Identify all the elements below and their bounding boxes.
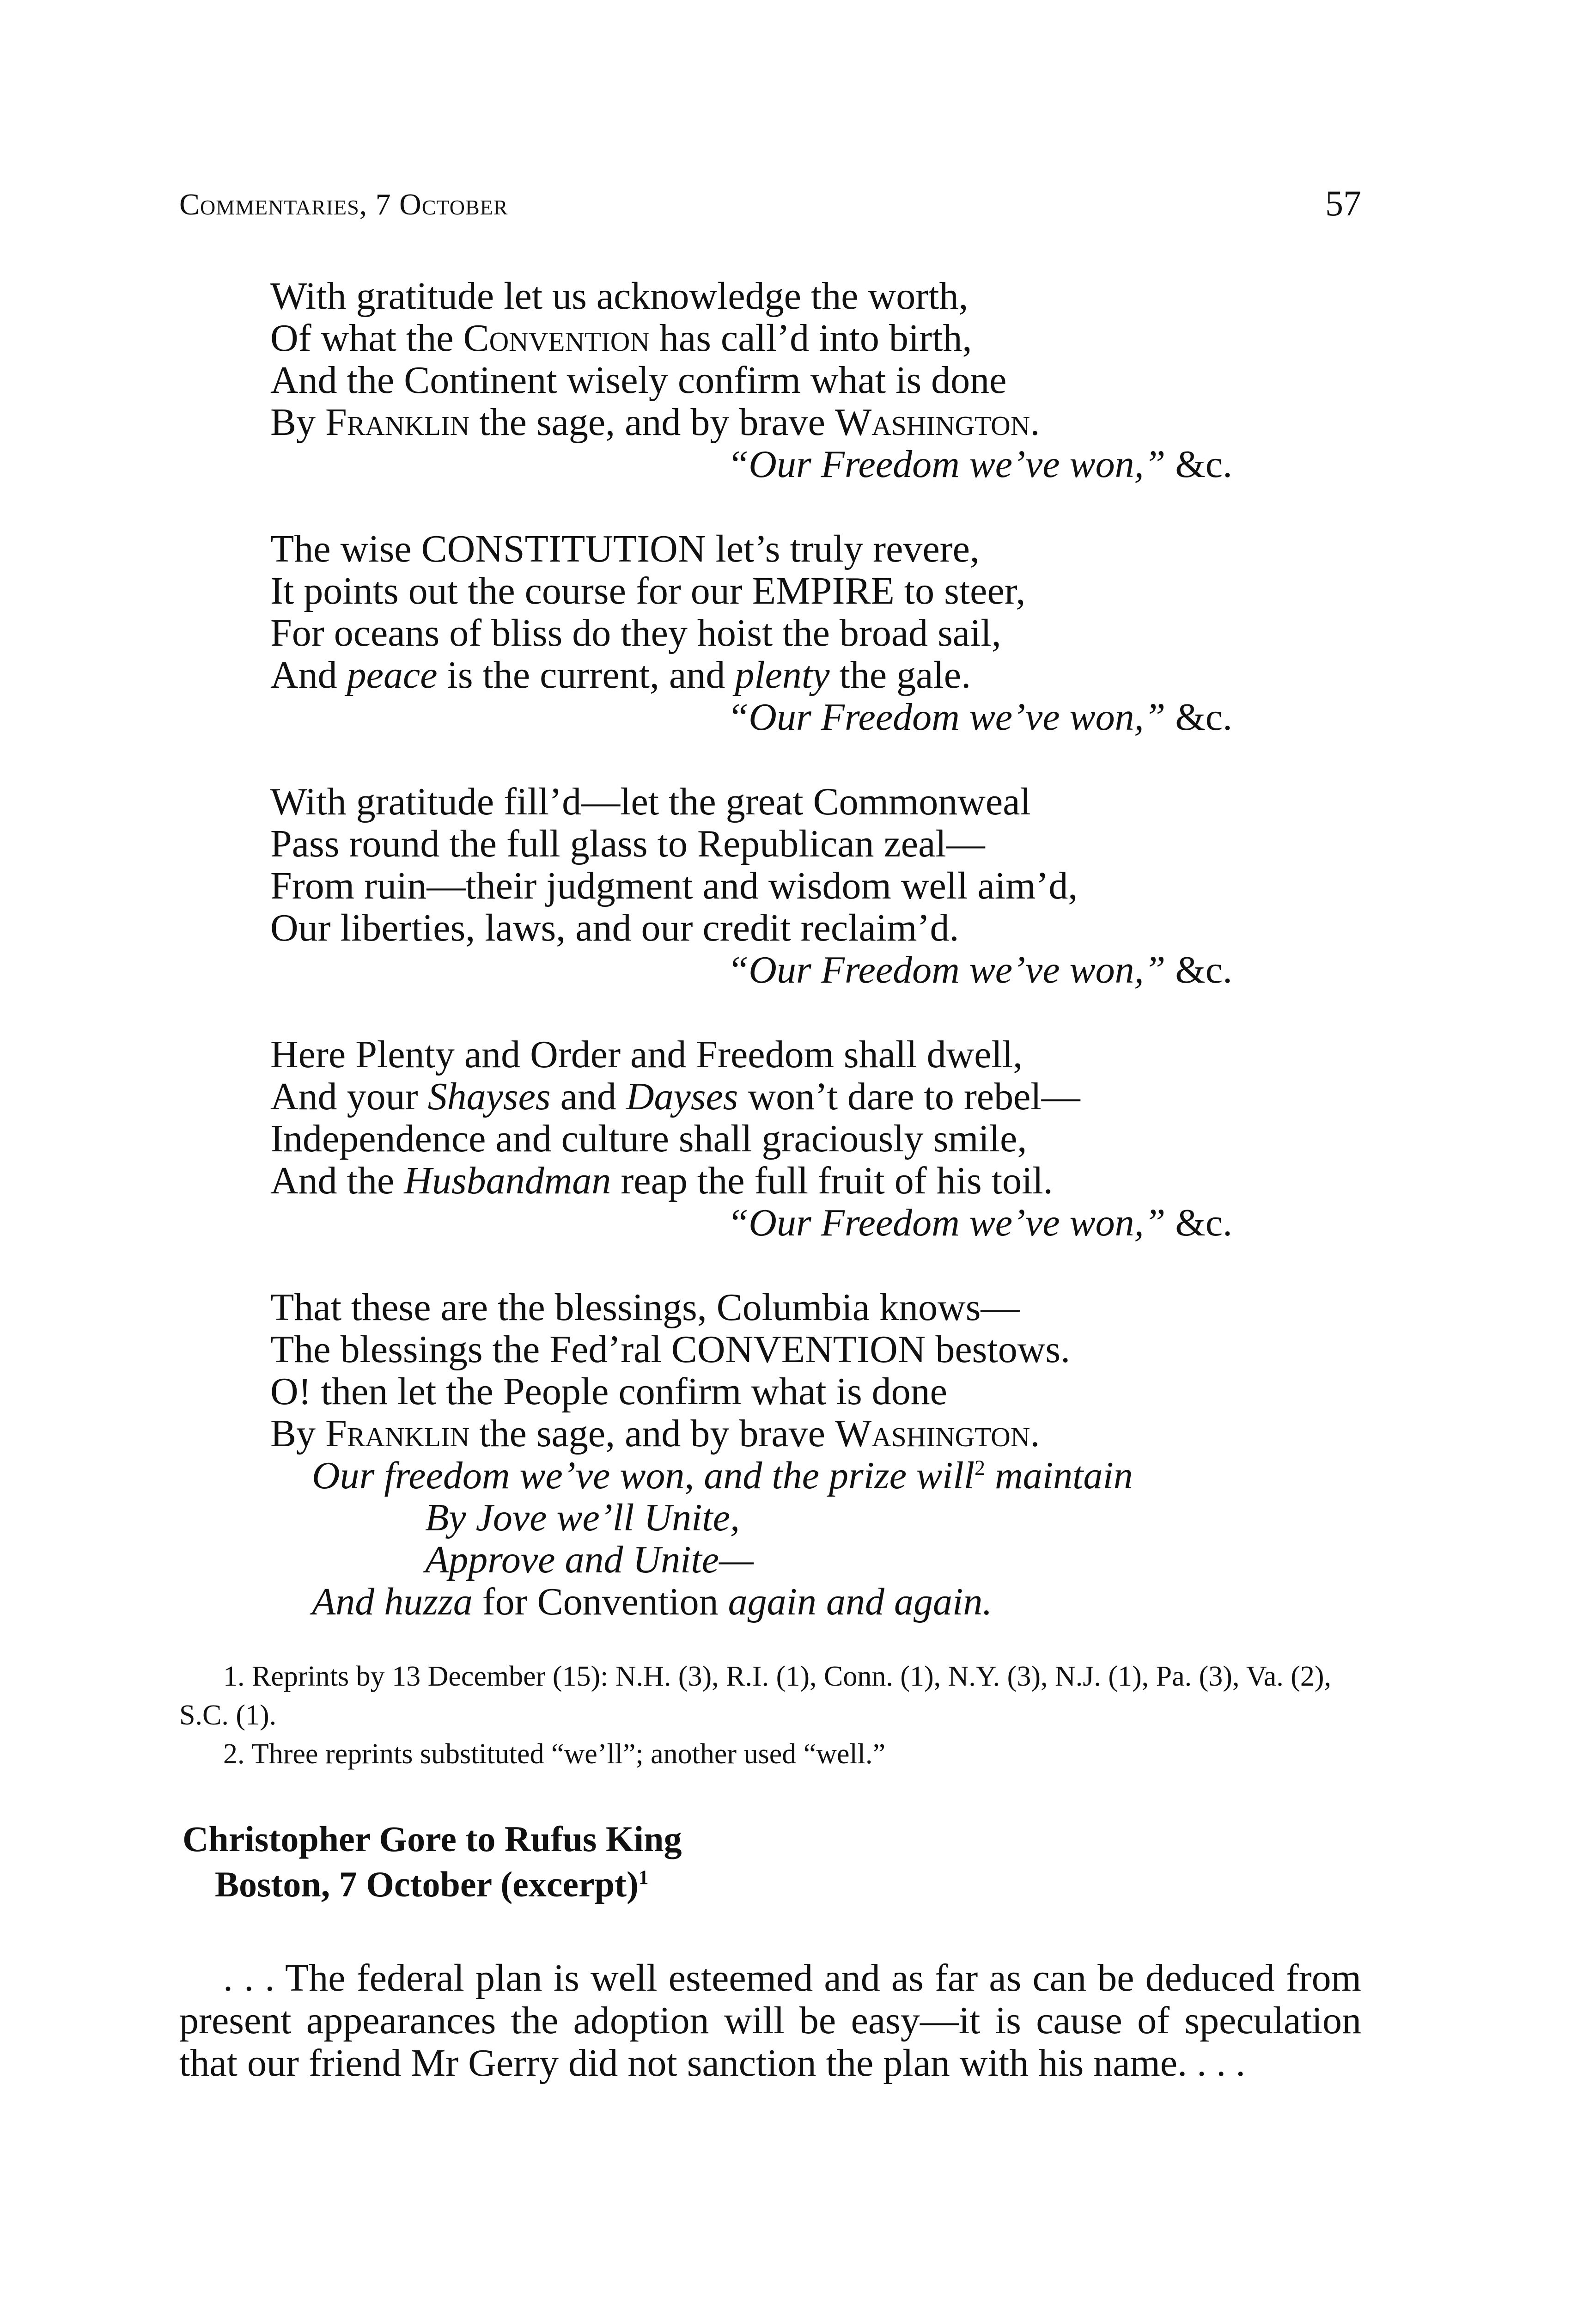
- poem-line: Here Plenty and Order and Freedom shall dwell,: [270, 1033, 1023, 1076]
- poem-line: The blessings the Fed’ral CONVENTION bestows.: [270, 1328, 1071, 1371]
- poem-line: By Franklin the sage, and by brave Washington.: [270, 401, 1040, 444]
- stanza-2: [270, 528, 1241, 738]
- poem-line: It points out the course for our EMPIRE to steer,: [270, 569, 1026, 612]
- poem-line: The wise CONSTITUTION let’s truly revere,: [270, 527, 980, 570]
- refrain: “Our Freedom we’ve won,” &c.: [727, 948, 1232, 991]
- poem-line: Our liberties, laws, and our credit reclaim’d.: [270, 906, 959, 949]
- letter-body: . . . The federal plan is well esteemed and as far as can be deduced from present appearances the adoption will be easy—it is cause of speculation that our friend Mr Gerry did not sanction the plan with his name. . . .: [179, 1956, 1361, 2085]
- stanza-3: [270, 781, 1241, 991]
- footnote-2: 2. Three reprints substituted “we’ll”; another used “well.”: [223, 1738, 885, 1770]
- page-header: [179, 183, 1361, 233]
- poem-line: With gratitude let us acknowledge the worth,: [270, 275, 969, 318]
- poem-line: From ruin—their judgment and wisdom well aim’d,: [270, 864, 1078, 907]
- chorus-line: By Jove we’ll Unite,: [425, 1496, 740, 1539]
- footnotes: [179, 1657, 1362, 1773]
- refrain: “Our Freedom we’ve won,” &c.: [727, 696, 1232, 739]
- refrain: “Our Freedom we’ve won,” &c.: [727, 1201, 1232, 1244]
- poem-line: By Franklin the sage, and by brave Washington.: [270, 1412, 1040, 1455]
- letter-heading: [183, 1816, 682, 1907]
- refrain: “Our Freedom we’ve won,” &c.: [727, 443, 1232, 486]
- poem-line: And your Shayses and Dayses won’t dare to rebel—: [270, 1075, 1080, 1118]
- poem-line: With gratitude fill’d—let the great Commonweal: [270, 780, 1031, 823]
- chorus-line: Approve and Unite—: [425, 1538, 754, 1581]
- poem-line: And the Continent wisely confirm what is done: [270, 359, 1007, 402]
- poem-line: And the Husbandman reap the full fruit of his toil.: [270, 1159, 1053, 1202]
- letter-title: Christopher Gore to Rufus King: [183, 1819, 682, 1859]
- stanza-1: [270, 275, 1241, 485]
- poem-line: For oceans of bliss do they hoist the broad sail,: [270, 611, 1001, 654]
- poem-line: Pass round the full glass to Republican zeal—: [270, 822, 985, 865]
- poem-line: Independence and culture shall graciously smile,: [270, 1117, 1027, 1160]
- poem-line: O! then let the People confirm what is done: [270, 1370, 947, 1413]
- stanza-4: [270, 1033, 1241, 1244]
- page-number: 57: [1325, 183, 1361, 223]
- stanza-5: [270, 1286, 1241, 1623]
- poem-line: That these are the blessings, Columbia knows—: [270, 1286, 1020, 1329]
- chorus-line: Our freedom we’ve won, and the prize will$^2$ maintain: [312, 1454, 1133, 1497]
- running-head: Commentaries, 7 October: [179, 188, 508, 221]
- letter-subtitle: Boston, 7 October (excerpt)$^1$: [215, 1864, 649, 1904]
- chorus-line: And huzza for Convention again and again.: [312, 1580, 993, 1623]
- poem-line: And peace is the current, and plenty the gale.: [270, 654, 971, 697]
- poem: [270, 275, 1241, 1665]
- poem-line: Of what the Convention has call’d into birth,: [270, 317, 972, 360]
- footnote-1: 1. Reprints by 13 December (15): N.H. (3), R.I. (1), Conn. (1), N.Y. (3), N.J. (1), Pa. (3), Va. (2), S.C. (1).: [179, 1661, 1332, 1731]
